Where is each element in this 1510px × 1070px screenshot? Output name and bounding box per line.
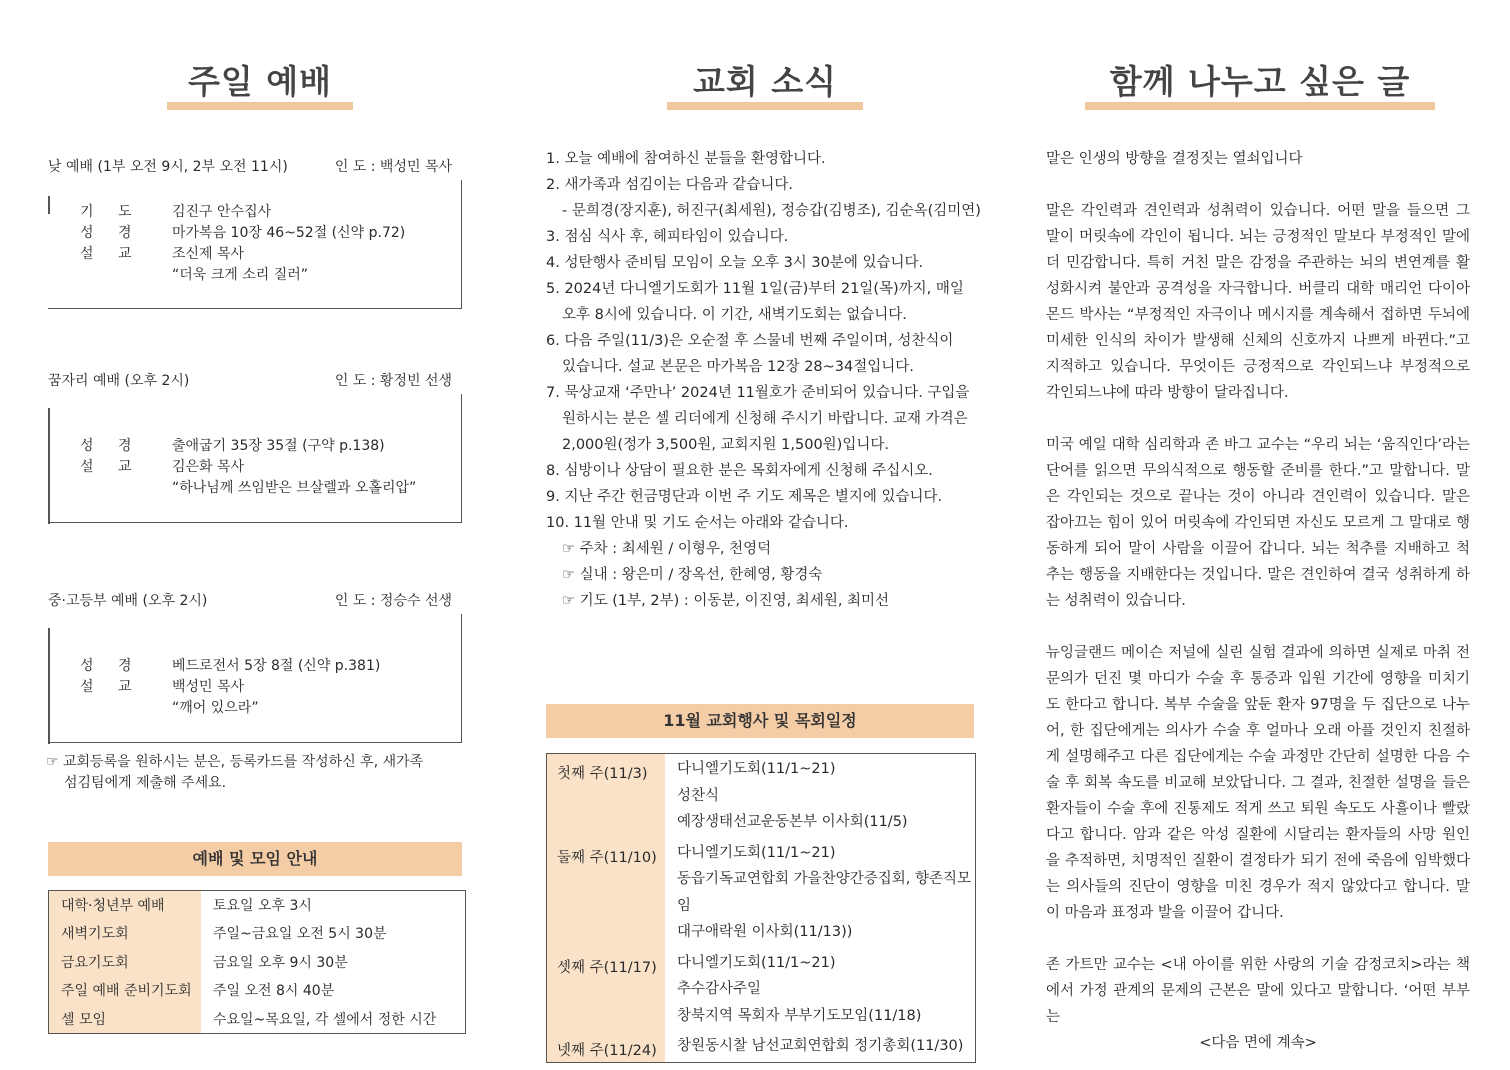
events-table <box>546 753 976 1063</box>
service-row: “깨어 있으라” <box>172 700 259 716</box>
list-item: 6. 다음 주일(11/3)은 오순절 후 스물네 번째 주일이며, 성찬식이 <box>546 333 954 349</box>
service-row: 성 경 베드로전서 5장 8절 (신약 p.381) <box>80 658 381 674</box>
divider <box>48 628 50 744</box>
service-name: 낮 예배 (1부 오전 9시, 2부 오전 11시) <box>48 159 288 175</box>
essay-body <box>1046 146 1470 1056</box>
service-row: 설 교 백성민 목사 <box>80 679 245 695</box>
list-item: 10. 11월 안내 및 기도 순서는 아래와 같습니다. <box>546 515 849 531</box>
list-item: 원하시는 분은 셀 리더에게 신청해 주시기 바랍니다. 교재 가격은 <box>562 411 968 427</box>
service-day-worship <box>48 154 462 310</box>
essay-paragraph: 말은 인생의 방향을 결정짓는 열쇠입니다 <box>1046 151 1303 167</box>
list-item: 2. 새가족과 섬김이는 다음과 같습니다. <box>546 177 793 193</box>
service-row: “더욱 크게 소리 질러” <box>172 267 309 283</box>
service-leader: 인 도 : 황정빈 선생 <box>334 373 452 389</box>
news-list <box>546 146 990 614</box>
table-row: 셀 모임 수요일~목요일, 각 셀에서 정한 시간 <box>49 1005 466 1034</box>
essay-paragraph: 존 가트만 교수는 <내 아이를 위한 사랑의 기술 감정코치>라는 책에서 가정 관계의 문제의 근본은 말에 있다고 말합니다. ‘어떤 부부는 <box>1046 957 1470 1025</box>
list-item: 3. 점심 식사 후, 헤피타임이 있습니다. <box>546 229 789 245</box>
registration-note: ☞ 교회등록을 원하시는 분은, 등록카드를 작성하신 후, 새가족 섬김팀에게 제출해 주세요. <box>46 754 424 791</box>
service-kids-worship <box>48 368 462 524</box>
list-item: 8. 심방이나 상담이 필요한 분은 목회자에게 신청해 주십시오. <box>546 463 933 479</box>
service-row: “하나님께 쓰임받은 브살렐과 오홀리압” <box>172 480 417 496</box>
table-row: 첫째 주(11/3) 다니엘기도회(11/1~21) 성찬식 예장생태선교운동본부 이사회(11/5) <box>547 754 975 838</box>
news-title: 교회 소식 <box>692 62 837 101</box>
service-row: 기 도 김진구 안수집사 <box>80 204 272 220</box>
service-rows <box>80 436 462 499</box>
list-item: ☞ 실내 : 왕은미 / 장옥선, 한혜영, 황경숙 <box>562 567 823 583</box>
service-rows <box>80 202 462 286</box>
list-item: 9. 지난 주간 헌금명단과 이번 주 기도 제목은 별지에 있습니다. <box>546 489 943 505</box>
list-item: 있습니다. 설교 본문은 마가복음 12장 28~34절입니다. <box>562 359 914 375</box>
continued-note: <다음 면에 계속> <box>1199 1035 1317 1051</box>
schedule-table <box>48 890 466 1034</box>
service-row: 설 교 조신제 목사 <box>80 246 245 262</box>
service-name: 꿈자리 예배 (오후 2시) <box>48 373 190 389</box>
divider <box>48 196 50 214</box>
list-item: ☞ 주차 : 최세원 / 이형우, 천영덕 <box>562 541 772 557</box>
events-title: 11월 교회행사 및 목회일정 <box>546 704 974 738</box>
list-item: 7. 묵상교재 ‘주만나’ 2024년 11월호가 준비되어 있습니다. 구입을 <box>546 385 970 401</box>
list-item: 4. 성탄행사 준비팀 모임이 오늘 오후 3시 30분에 있습니다. <box>546 255 924 271</box>
schedule-title: 예배 및 모임 안내 <box>48 842 462 876</box>
service-row: 성 경 마가복음 10장 46~52절 (신약 p.72) <box>80 225 406 241</box>
table-row: 셋째 주(11/17) 다니엘기도회(11/1~21) 추수감사주일 창북지역 목회자 부부기도모임(11/18) <box>547 948 975 1032</box>
worship-header <box>40 60 480 112</box>
list-item: - 문희경(장지훈), 허진구(최세원), 정승갑(김병조), 김순옥(김미연) <box>562 203 981 219</box>
worship-title: 주일 예배 <box>187 62 332 101</box>
essay-paragraph: 말은 각인력과 견인력과 성취력이 있습니다. 어떤 말을 들으면 그 말이 머릿속에 각인이 됩니다. 뇌는 긍정적인 말보다 부정적인 말에 더 민감합니다. 특히 거친 말은 감정을 주관하는 뇌의 변연계를 활성화시켜 불안과 공격성을 자극합니다. 버클리 대학 매리언 다이아몬드 박사는 “부정적인 자극이나 메시지를 계속해서 접하면 두뇌에 미세한 인식의 차이가 발생해 신체의 신호까지 나쁘게 바뀐다.”고 지적하고 있습니다. 무엇이든 긍정적으로 각인되느냐 부정적으로 각인되느냐에 따라 방향이 달라집니다. <box>1046 203 1470 401</box>
worship-column <box>40 0 480 1070</box>
divider <box>48 408 50 524</box>
news-column <box>540 0 990 1070</box>
list-item: 5. 2024년 다니엘기도회가 11월 1일(금)부터 21일(목)까지, 매일 <box>546 281 964 297</box>
service-row: 성 경 출애굽기 35장 35절 (구약 p.138) <box>80 438 385 454</box>
list-item: 2,000원(정가 3,500원, 교회지원 1,500원)입니다. <box>562 437 889 453</box>
list-item: 1. 오늘 예배에 참여하신 분들을 환영합니다. <box>546 151 826 167</box>
essay-header <box>1040 60 1480 112</box>
essay-column <box>1040 0 1480 1070</box>
service-rows <box>80 656 462 719</box>
service-row: 설 교 김은화 목사 <box>80 459 245 475</box>
list-item: 오후 8시에 있습니다. 이 기간, 새벽기도회는 없습니다. <box>562 307 907 323</box>
table-row: 넷째 주(11/24) 창원동시찰 남선교회연합회 정기총회(11/30) <box>547 1031 975 1062</box>
service-name: 중·고등부 예배 (오후 2시) <box>48 593 208 609</box>
service-leader: 인 도 : 정승수 선생 <box>334 593 452 609</box>
essay-paragraph: 뉴잉글랜드 메이슨 저널에 실린 실험 결과에 의하면 실제로 마취 전문의가 던진 몇 마디가 수술 후 통증과 입원 기간에 영향을 미치기도 한다고 합니다. 복부 수술을 앞둔 환자 97명을 두 집단으로 나누어, 한 집단에게는 의사가 수술 후 얼마나 오래 아플 것인지 친절하게 설명해주고 다른 집단에게는 수술 과정만 간단히 설명한 다음 수술 후 회복 속도를 비교해 보았답니다. 그 결과, 친절한 설명을 들은 환자들이 수술 후에 진통제도 적게 쓰고 퇴원 속도도 사흘이나 빨랐다고 합니다. 암과 같은 악성 질환에 시달리는 환자들의 사망 원인을 추적하면, 치명적인 질환이 결정타가 되기 전에 죽음에 임박했다는 의사들의 진단이 영향을 미친 경우가 적지 않았다고 합니다. 말이 마음과 표정과 발을 이끌어 갑니다. <box>1046 645 1470 921</box>
news-header <box>540 60 990 112</box>
essay-paragraph: 미국 예일 대학 심리학과 존 바그 교수는 “우리 뇌는 ‘움직인다’라는 단어를 읽으면 무의식적으로 행동할 준비를 한다.”고 말합니다. 말은 각인되는 것으로 끝나는 것이 아니라 견인력이 있습니다. 말은 잡아끄는 힘이 있어 머릿속에 각인되면 자신도 모르게 그 말대로 행동하게 되어 말이 사람을 이끌어 갑니다. 뇌는 척추를 지배하고 척추는 행동을 지배한다는 것입니다. 말은 견인하여 결국 성취하게 하는 성취력이 있습니다. <box>1046 437 1470 609</box>
table-row: 새벽기도회 주일~금요일 오전 5시 30분 <box>49 919 466 948</box>
table-row: 둘째 주(11/10) 다니엘기도회(11/1~21) 동읍기독교연합회 가을찬양간증집회, 향존직모임 대구애락원 이사회(11/13)) <box>547 838 975 948</box>
table-row: 대학·청년부 예배 토요일 오후 3시 <box>49 891 466 920</box>
service-youth-worship <box>48 588 462 744</box>
essay-title: 함께 나누고 싶은 글 <box>1109 62 1411 101</box>
table-row: 주일 예배 준비기도회 주일 오전 8시 40분 <box>49 976 466 1005</box>
service-leader: 인 도 : 백성민 목사 <box>334 159 452 175</box>
list-item: ☞ 기도 (1부, 2부) : 이동분, 이진영, 최세원, 최미선 <box>562 593 890 609</box>
table-row: 금요기도회 금요일 오후 9시 30분 <box>49 948 466 977</box>
